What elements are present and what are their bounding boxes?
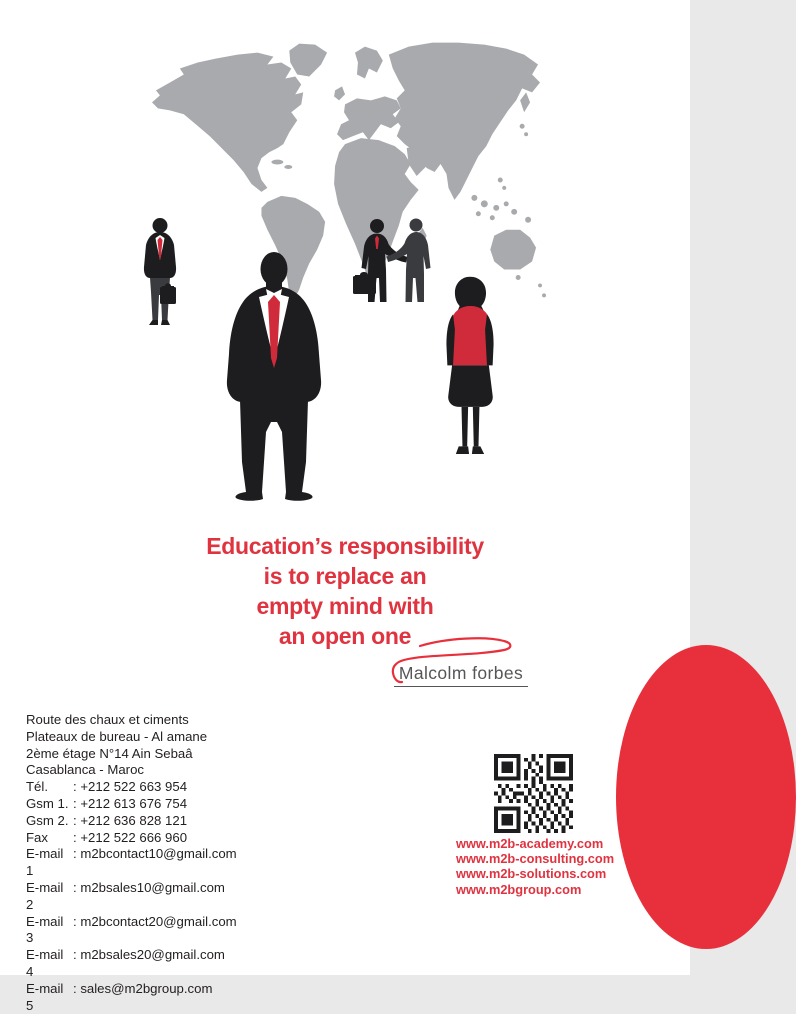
quote-line: Education’s responsibility (206, 533, 484, 559)
red-ellipse-decoration-icon (616, 645, 796, 949)
quote-attribution: Malcolm forbes (394, 663, 528, 687)
address-line: 2ème étage N°14 Ain Sebaâ (26, 745, 193, 761)
quote-line: an open one (278, 623, 412, 649)
businessman-icon (224, 252, 324, 502)
website-url: www.m2bgroup.com (456, 881, 582, 897)
contact-line-fax: Fax : +212 522 666 960 (26, 829, 188, 845)
quote-text (145, 531, 545, 651)
contact-line-email3: E-mail 3 : m2bcontact20@gmail.com (26, 913, 237, 946)
businesswoman-icon (437, 271, 503, 471)
contact-line-email5: E-mail 5 : sales@m2bgroup.com (26, 980, 213, 1013)
website-url: www.m2b-solutions.com (456, 866, 607, 882)
contact-line-tel: Tél. : +212 522 663 954 (26, 779, 188, 795)
website-list (456, 836, 614, 897)
address-line: Route des chaux et ciments (26, 712, 189, 727)
website-url: www.m2b-consulting.com (456, 851, 615, 867)
contact-line-email1: E-mail 1 : m2bcontact10@gmail.com (26, 846, 237, 879)
contact-block (26, 712, 306, 1014)
world-map-icon (150, 40, 548, 305)
website-url: www.m2b-academy.com (456, 836, 604, 851)
contact-line-email2: E-mail 2 : m2bsales10@gmail.com (26, 879, 225, 912)
address-line: Plateaux de bureau - Al amane (26, 728, 208, 744)
quote-line: empty mind with (256, 593, 434, 619)
handshake-businessmen-icon (352, 216, 442, 310)
contact-line-gsm1: Gsm 1. : +212 613 676 754 (26, 795, 188, 811)
quote-line: is to replace an (263, 563, 427, 589)
contact-line-email4: E-mail 4 : m2bsales20@gmail.com (26, 947, 225, 979)
qr-code (494, 754, 573, 833)
address-line: Casablanca - Maroc (26, 762, 145, 778)
contact-line-gsm2: Gsm 2. : +212 636 828 121 (26, 812, 188, 828)
businessman-briefcase-icon (140, 217, 184, 329)
